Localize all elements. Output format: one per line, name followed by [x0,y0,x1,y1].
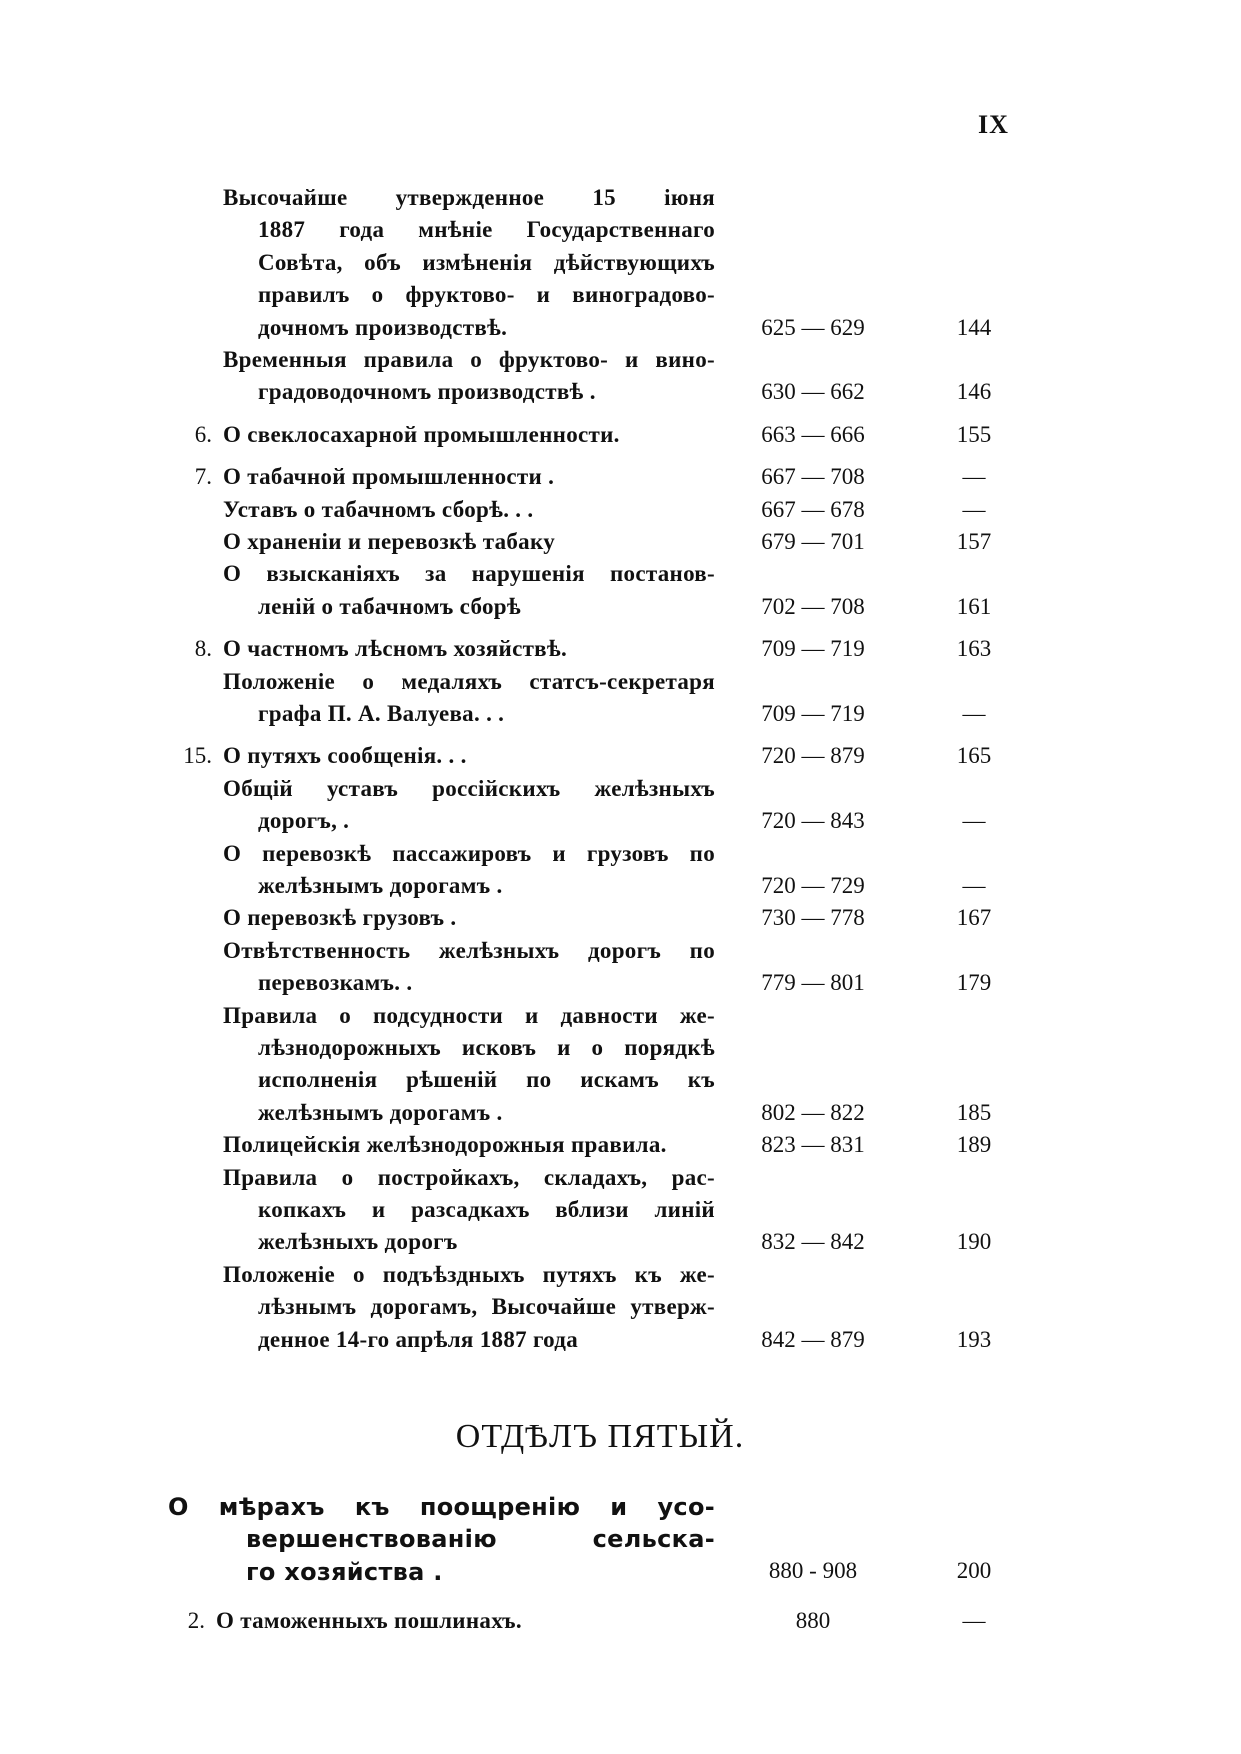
page-range: 625 — 629 [761,314,865,340]
entry-title-line: копкахъ и разсадкахъ вблизи линій [258,1196,715,1222]
page-range: 667 — 678 [761,496,865,522]
entry-number: 6. [194,421,212,447]
page-ref: — [962,872,986,898]
entry-title-line: О храненіи и перевозкѣ табаку [223,529,556,554]
page-ref: 167 [956,905,992,931]
toc-entry [0,1608,1241,1640]
page-ref: 200 [956,1557,992,1583]
page-ref: 189 [956,1132,992,1158]
entry-title-line: Правила о подсудности и давности же- [223,1002,715,1028]
entry-title-line: графа П. А. Валуева. . . [258,700,505,726]
page-ref: 190 [956,1229,992,1255]
entry-title-line: лѣзнодорожныхъ исковъ и о порядкѣ [258,1034,715,1060]
toc-entry [0,938,1241,1003]
entry-title-line: О мѣрахъ къ поощренію и усо- [168,1493,715,1521]
toc-entry [0,1165,1241,1262]
entry-number: 8. [194,636,212,662]
page-range: 832 — 842 [761,1229,865,1255]
toc-entry [0,185,1241,347]
toc-entry [0,1003,1241,1133]
page-ref: — [962,808,986,834]
entry-number: 2. [187,1608,205,1634]
page-range: 663 — 666 [761,421,865,447]
page-range: 709 — 719 [761,700,865,726]
page-range: 709 — 719 [761,636,865,662]
page-ref: 146 [956,379,992,405]
page-ref: 161 [956,593,992,619]
entry-title-line: Общій уставъ россійскихъ желѣзныхъ [223,775,715,801]
toc-entry [0,1262,1241,1359]
toc-entry [0,561,1241,626]
entry-title-line: желѣзнымъ дорогамъ . [258,1099,503,1125]
toc-entry [0,1493,1241,1590]
entry-title-line: Временныя правила о фруктово- и вино- [223,347,715,372]
toc-entry [0,529,1241,561]
page-range: 880 [795,1608,831,1634]
entry-title-line: Положеніе о подъѣздныхъ путяхъ къ же- [223,1261,715,1287]
toc-entry [0,743,1241,775]
toc-entry [0,497,1241,529]
entry-title-line: О путяхъ сообщенія. . . [223,743,467,769]
page-range: 779 — 801 [761,970,865,996]
entry-title-line: О перевозкѣ пассажировъ и грузовъ по [223,840,715,866]
entry-title-line: Совѣта, объ измѣненія дѣйствующихъ [258,249,715,275]
page-range: 730 — 778 [761,905,865,931]
page-ref: — [962,496,986,522]
entry-title-line: О частномъ лѣсномъ хозяйствѣ. [223,636,568,662]
page-ref: — [962,1608,986,1634]
entry-title-line: дочномъ производствѣ. [258,314,508,340]
toc-entry [0,1132,1241,1164]
entry-title-line: желѣзныхъ дорогъ [258,1229,458,1255]
page-range: 667 — 708 [761,464,865,490]
page-ref: 179 [956,970,992,996]
entry-title-line: исполненія рѣшеній по искамъ къ [258,1067,715,1093]
entry-title-line: О перевозкѣ грузовъ . [223,905,457,931]
toc-entry [0,464,1241,496]
page-range: 630 — 662 [761,379,865,405]
entry-title-line: дорогъ, . [258,808,350,834]
page-ref: 155 [956,421,992,447]
entry-title-line: правилъ о фруктово- и виноградово- [258,282,715,308]
toc-entry [0,841,1241,906]
entry-number: 7. [194,464,212,490]
toc-entry [0,422,1241,454]
page-ref: 157 [956,529,992,554]
entry-title-line: го хозяйства . [246,1557,443,1586]
entry-title-line: Высочайше утвержденное 15 іюня [223,185,715,210]
page-ref: 185 [956,1099,992,1125]
toc-entry [0,636,1241,668]
section-heading: ОТДѢЛЪ ПЯТЫЙ. [455,1418,745,1455]
entry-title-line: О табачной промышленности . [223,464,555,490]
entry-title-line: Уставъ о табачномъ сборѣ. . . [223,496,534,522]
toc-entry [0,905,1241,937]
entry-title-line: О взысканіяхъ за нарушенія постанов- [223,561,715,587]
entry-title-line: желѣзнымъ дорогамъ . [258,872,503,898]
entry-title-line: леній о табачномъ сборѣ [258,593,521,619]
page-range: 802 — 822 [761,1099,865,1125]
entry-title-line: Полицейскія желѣзнодорожныя правила. [223,1132,667,1158]
page-range: 702 — 708 [761,593,865,619]
page-range: 720 — 843 [761,808,865,834]
page-ref: 163 [956,636,992,662]
page-ref: — [962,700,986,726]
entry-title-line: Положеніе о медаляхъ статсъ-секретаря [223,668,715,694]
page-range: 720 — 729 [761,872,865,898]
entry-title-line: градоводочномъ производствѣ . [258,379,596,405]
entry-title-line: перевозкамъ. . [258,970,413,996]
page-range: 823 — 831 [761,1132,865,1158]
entry-title-line: лѣзнымъ дорогамъ, Высочайше утверж- [258,1294,715,1320]
toc-entry [0,669,1241,734]
page-range: 880 - 908 [768,1557,858,1583]
page-range: 720 — 879 [761,743,865,769]
entry-number: 15. [183,743,212,769]
entry-title-line: Правила о постройкахъ, складахъ, рас- [223,1164,715,1190]
page-ref: 193 [956,1326,992,1352]
toc-entry [0,776,1241,841]
page-ref: — [962,464,986,490]
page-ref: 144 [956,314,992,340]
page-range: 679 — 701 [761,529,865,554]
entry-title-line: вершенствованію сельска- [246,1525,715,1554]
entry-title-line: О таможенныхъ пошлинахъ. [216,1608,522,1634]
toc-entry [0,347,1241,412]
entry-title-line: Отвѣтственность желѣзныхъ дорогъ по [223,937,715,963]
entry-title-line: О свеклосахарной промышленности. [223,421,620,447]
entry-title-line: 1887 года мнѣніе Государственнаго [258,217,715,243]
page-range: 842 — 879 [761,1326,865,1352]
page-number: IX [978,110,1009,139]
page-ref: 165 [956,743,992,769]
entry-title-line: денное 14-го апрѣля 1887 года [258,1326,579,1352]
